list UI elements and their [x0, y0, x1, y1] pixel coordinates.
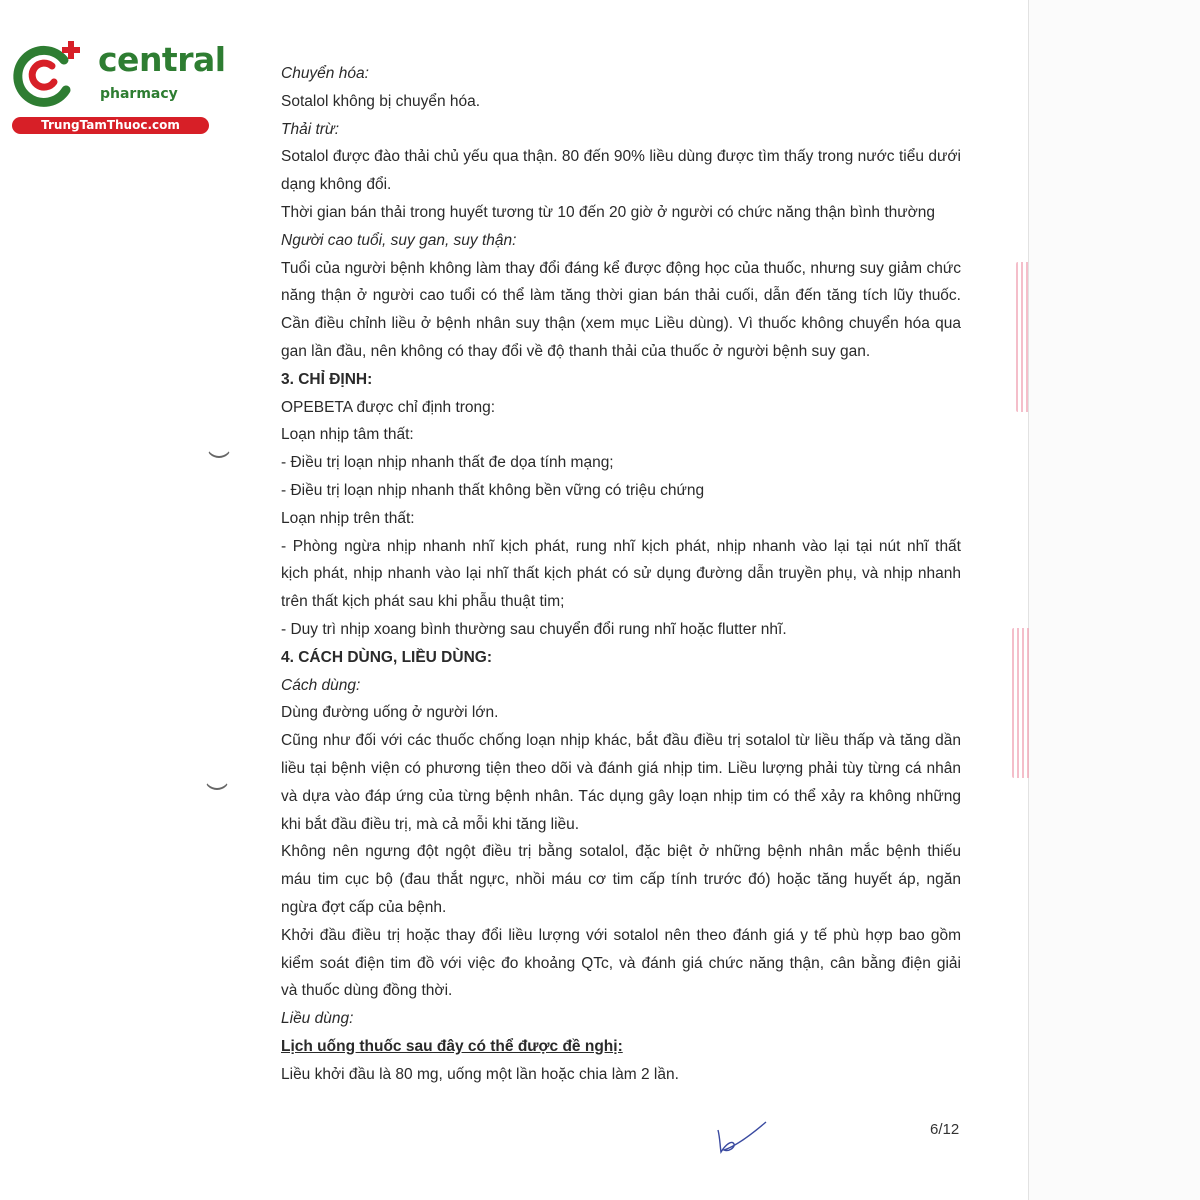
page-edge — [1028, 0, 1029, 1200]
text-line: OPEBETA được chỉ định trong: — [281, 398, 496, 416]
text-line: kiểm soát điện tim đồ với việc đo khoảng QTc, và đánh giá chức năng thận, cân bằng điện giải — [281, 954, 961, 972]
text-line: Dùng đường uống ở người lớn. — [281, 704, 499, 722]
text-line: kịch phát, nhịp nhanh vào lại nhĩ thất kịch phát có sử dụng đường dẫn truyền phụ, và nhịp nhanh — [281, 565, 961, 583]
subheading: Chuyển hóa: — [281, 65, 369, 82]
page-right-margin — [1029, 0, 1200, 1200]
page-number: 6/12 — [930, 1121, 960, 1138]
text-line: gan lần đầu, nên không có thay đổi về độ thanh thải của thuốc ở người bệnh suy gan. — [281, 342, 871, 360]
text-line: và thuốc dùng đồng thời. — [281, 982, 453, 1000]
text-line: Không nên ngưng đột ngột điều trị bằng sotalol, đặc biệt ở những bệnh nhân mắc bệnh thiếu — [281, 843, 961, 861]
subheading: Người cao tuổi, suy gan, suy thận: — [281, 231, 517, 249]
text-line: trên thất kịch phát sau khi phẫu thuật tim; — [281, 593, 565, 611]
text-line: năng thận ở người cao tuổi có thể làm tăng thời gian bán thải cuối, dẫn đến tăng tích lũy thuốc. — [281, 287, 961, 305]
text-line: Sotalol không bị chuyển hóa. — [281, 92, 481, 110]
handwritten-initial — [712, 1118, 772, 1158]
text-line: Khởi đầu điều trị hoặc thay đổi liều lượng với sotalol nên theo đánh giá y tế phù hợp bao gồm — [281, 926, 961, 944]
text-line: Tuổi của người bệnh không làm thay đổi đáng kể được động học của thuốc, nhưng suy giảm chức — [281, 259, 961, 277]
section-heading: 4. CÁCH DÙNG, LIỀU DÙNG: — [281, 648, 492, 666]
text-line: - Điều trị loạn nhịp nhanh thất không bền vững có triệu chứng — [281, 481, 705, 499]
text-line: Liều khởi đầu là 80 mg, uống một lần hoặc chia làm 2 lần. — [281, 1065, 679, 1083]
section-heading: 3. CHỈ ĐỊNH: — [281, 370, 373, 388]
text-line: - Duy trì nhịp xoang bình thường sau chuyển đổi rung nhĩ hoặc flutter nhĩ. — [281, 620, 787, 638]
text-line: Sotalol được đào thải chủ yếu qua thận. 80 đến 90% liều dùng được tìm thấy trong nước tiểu dưới — [281, 148, 961, 166]
stamp-mark — [1012, 628, 1030, 778]
text-line: Thời gian bán thải trong huyết tương từ 10 đến 20 giờ ở người có chức năng thận bình thường — [281, 203, 936, 221]
logo-subtitle: pharmacy — [100, 86, 178, 102]
logo-name: central — [98, 40, 226, 79]
text-line: Cũng như đối với các thuốc chống loạn nhịp khác, bắt đầu điều trị sotalol từ liều thấp và tăng dần — [281, 732, 961, 750]
text-line: liều tại bệnh viện có phương tiện theo dõi và đánh giá nhịp tim. Liều lượng phải tùy từng cá nhân — [281, 759, 961, 777]
text-line: Cần điều chỉnh liều ở bệnh nhân suy thận (xem mục Liều dùng). Vì thuốc không chuyển hóa qua — [281, 315, 961, 333]
punch-hole — [204, 764, 230, 790]
central-pharmacy-logo-icon — [12, 38, 82, 108]
text-line: dạng không đổi. — [281, 176, 392, 194]
text-line: Loạn nhịp trên thất: — [281, 509, 415, 527]
text-line: và dựa vào đáp ứng của từng bệnh nhân. Tác dụng gây loạn nhịp tim có thể xảy ra không những — [281, 787, 961, 805]
text-line: - Điều trị loạn nhịp nhanh thất đe dọa tính mạng; — [281, 454, 614, 472]
text-line: khi bắt đầu điều trị, mà cả mỗi khi tăng liều. — [281, 815, 580, 833]
punch-hole — [206, 432, 232, 458]
subheading: Liều dùng: — [281, 1010, 354, 1028]
subheading: Thải trừ: — [281, 120, 340, 138]
logo-website-banner: TrungTamThuoc.com — [12, 117, 209, 134]
text-line: Loạn nhịp tâm thất: — [281, 426, 414, 444]
text-line: ngừa đợt cấp của bệnh. — [281, 898, 447, 916]
text-line: Lịch uống thuốc sau đây có thể được đề nghị: — [281, 1037, 623, 1055]
text-line: máu tim cục bộ (đau thắt ngực, nhồi máu cơ tim cấp tính trước đó) hoặc tăng huyết áp, ngăn — [281, 871, 961, 889]
text-line: - Phòng ngừa nhịp nhanh nhĩ kịch phát, rung nhĩ kịch phát, nhịp nhanh vào lại tại nút nhĩ thất — [281, 537, 961, 555]
pharmacy-logo — [12, 38, 226, 138]
subheading: Cách dùng: — [281, 676, 361, 694]
stamp-mark — [1016, 262, 1030, 412]
document-body — [281, 60, 961, 1088]
